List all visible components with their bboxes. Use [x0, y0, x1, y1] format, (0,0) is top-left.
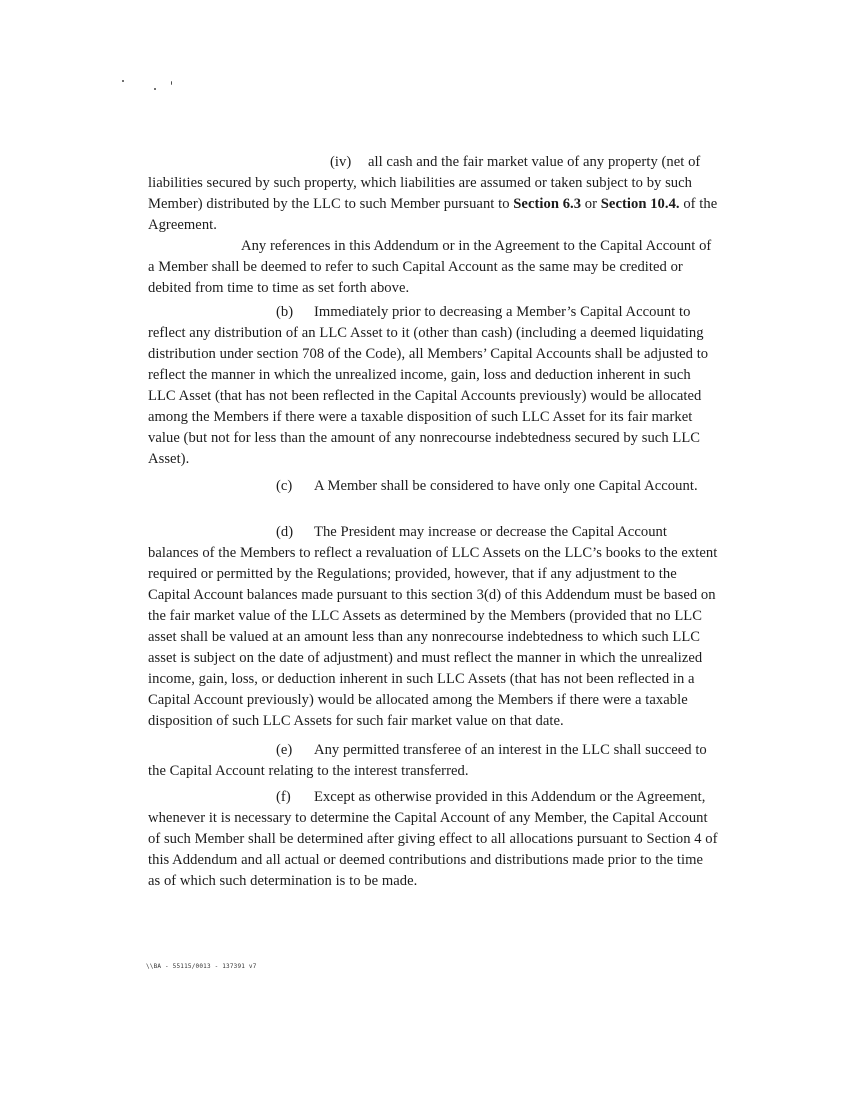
scan-speck	[171, 81, 172, 85]
paragraph-d: (d) The President may increase or decrease the Capital Account balances of the Members to reflect a revaluation of LLC Assets on the LLC’s books to the extent required or permitted by the Regulations; provided, however, that if any adjustment to the Capital Account balances made pursuant to this section 3(d) of this Addendum must be based on the fair market value of the LLC Assets as determined by the Members (provided that no LLC asset shall be valued at an amount less than any nonrecourse indebtedness to which such LLC asset is subject on the date of adjustment) and must reflect the manner in which the unrealized income, gain, loss, or deduction inherent in such LLC Assets (that has not been reflected in a Capital Account previously) would be allocated among the Members if there were a taxable disposition of such LLC Assets for such fair market value on that date.	[148, 524, 718, 729]
paragraph-c: (c) A Member shall be considered to have only one Capital Account.	[148, 476, 718, 497]
clause-label-b: (b)	[276, 304, 294, 320]
section-ref-10-4: Section 10.4.	[600, 196, 680, 212]
paragraph-b: (b) Immediately prior to decreasing a Member’s Capital Account to reflect any distribution of an LLC Asset to it (other than cash) (including a deemed liquidating distribution under section 708 of the Code), all Members’ Capital Accounts shall be adjusted to reflect the manner in which the unrealized income, gain, loss and deduction inherent in such LLC Asset (that has not been reflected in the Capital Accounts previously) would be allocated among the Members if there were a taxable disposition of such LLC Asset for its fair market value (but not for less than the amount of any nonrecourse indebtedness secured by such LLC Asset).	[148, 304, 709, 467]
paragraph-e: (e) Any permitted transferee of an interest in the LLC shall succeed to the Capital Account relating to the interest transferred.	[148, 742, 707, 779]
scan-speck	[122, 80, 124, 82]
paragraph-references: Any references in this Addendum or in the Agreement to the Capital Account of a Member shall be deemed to refer to such Capital Account as the same may be credited or debited from time to time as set forth above.	[148, 238, 712, 296]
document-id-footer: \\BA - 55115/0013 - 137391 v7	[146, 963, 257, 970]
clause-label-e: (e)	[276, 742, 293, 758]
clause-label-c: (c)	[276, 478, 293, 494]
section-ref-6-3: Section 6.3	[513, 196, 582, 212]
paragraph-f: (f) Except as otherwise provided in this Addendum or the Agreement, whenever it is necessary to determine the Capital Account of any Member, the Capital Account of such Member shall be determined after giving effect to all allocations pursuant to Section 4 of this Addendum and all actual or deemed contributions and distributions made prior to the time as of which such determination is to be made.	[148, 789, 718, 889]
clause-label-d: (d)	[276, 524, 294, 540]
clause-label-iv: (iv)	[330, 154, 352, 170]
clause-label-f: (f)	[276, 789, 291, 805]
scan-speck	[154, 88, 156, 90]
paragraph-iv: (iv) all cash and the fair market value of any property (net of liabilities secured by such property, which liabilities are assumed or taken subject to by such Member) distributed by the LLC to such Member pursuant to Section 6.3 or Section 10.4. of the Agreement.	[148, 154, 718, 233]
